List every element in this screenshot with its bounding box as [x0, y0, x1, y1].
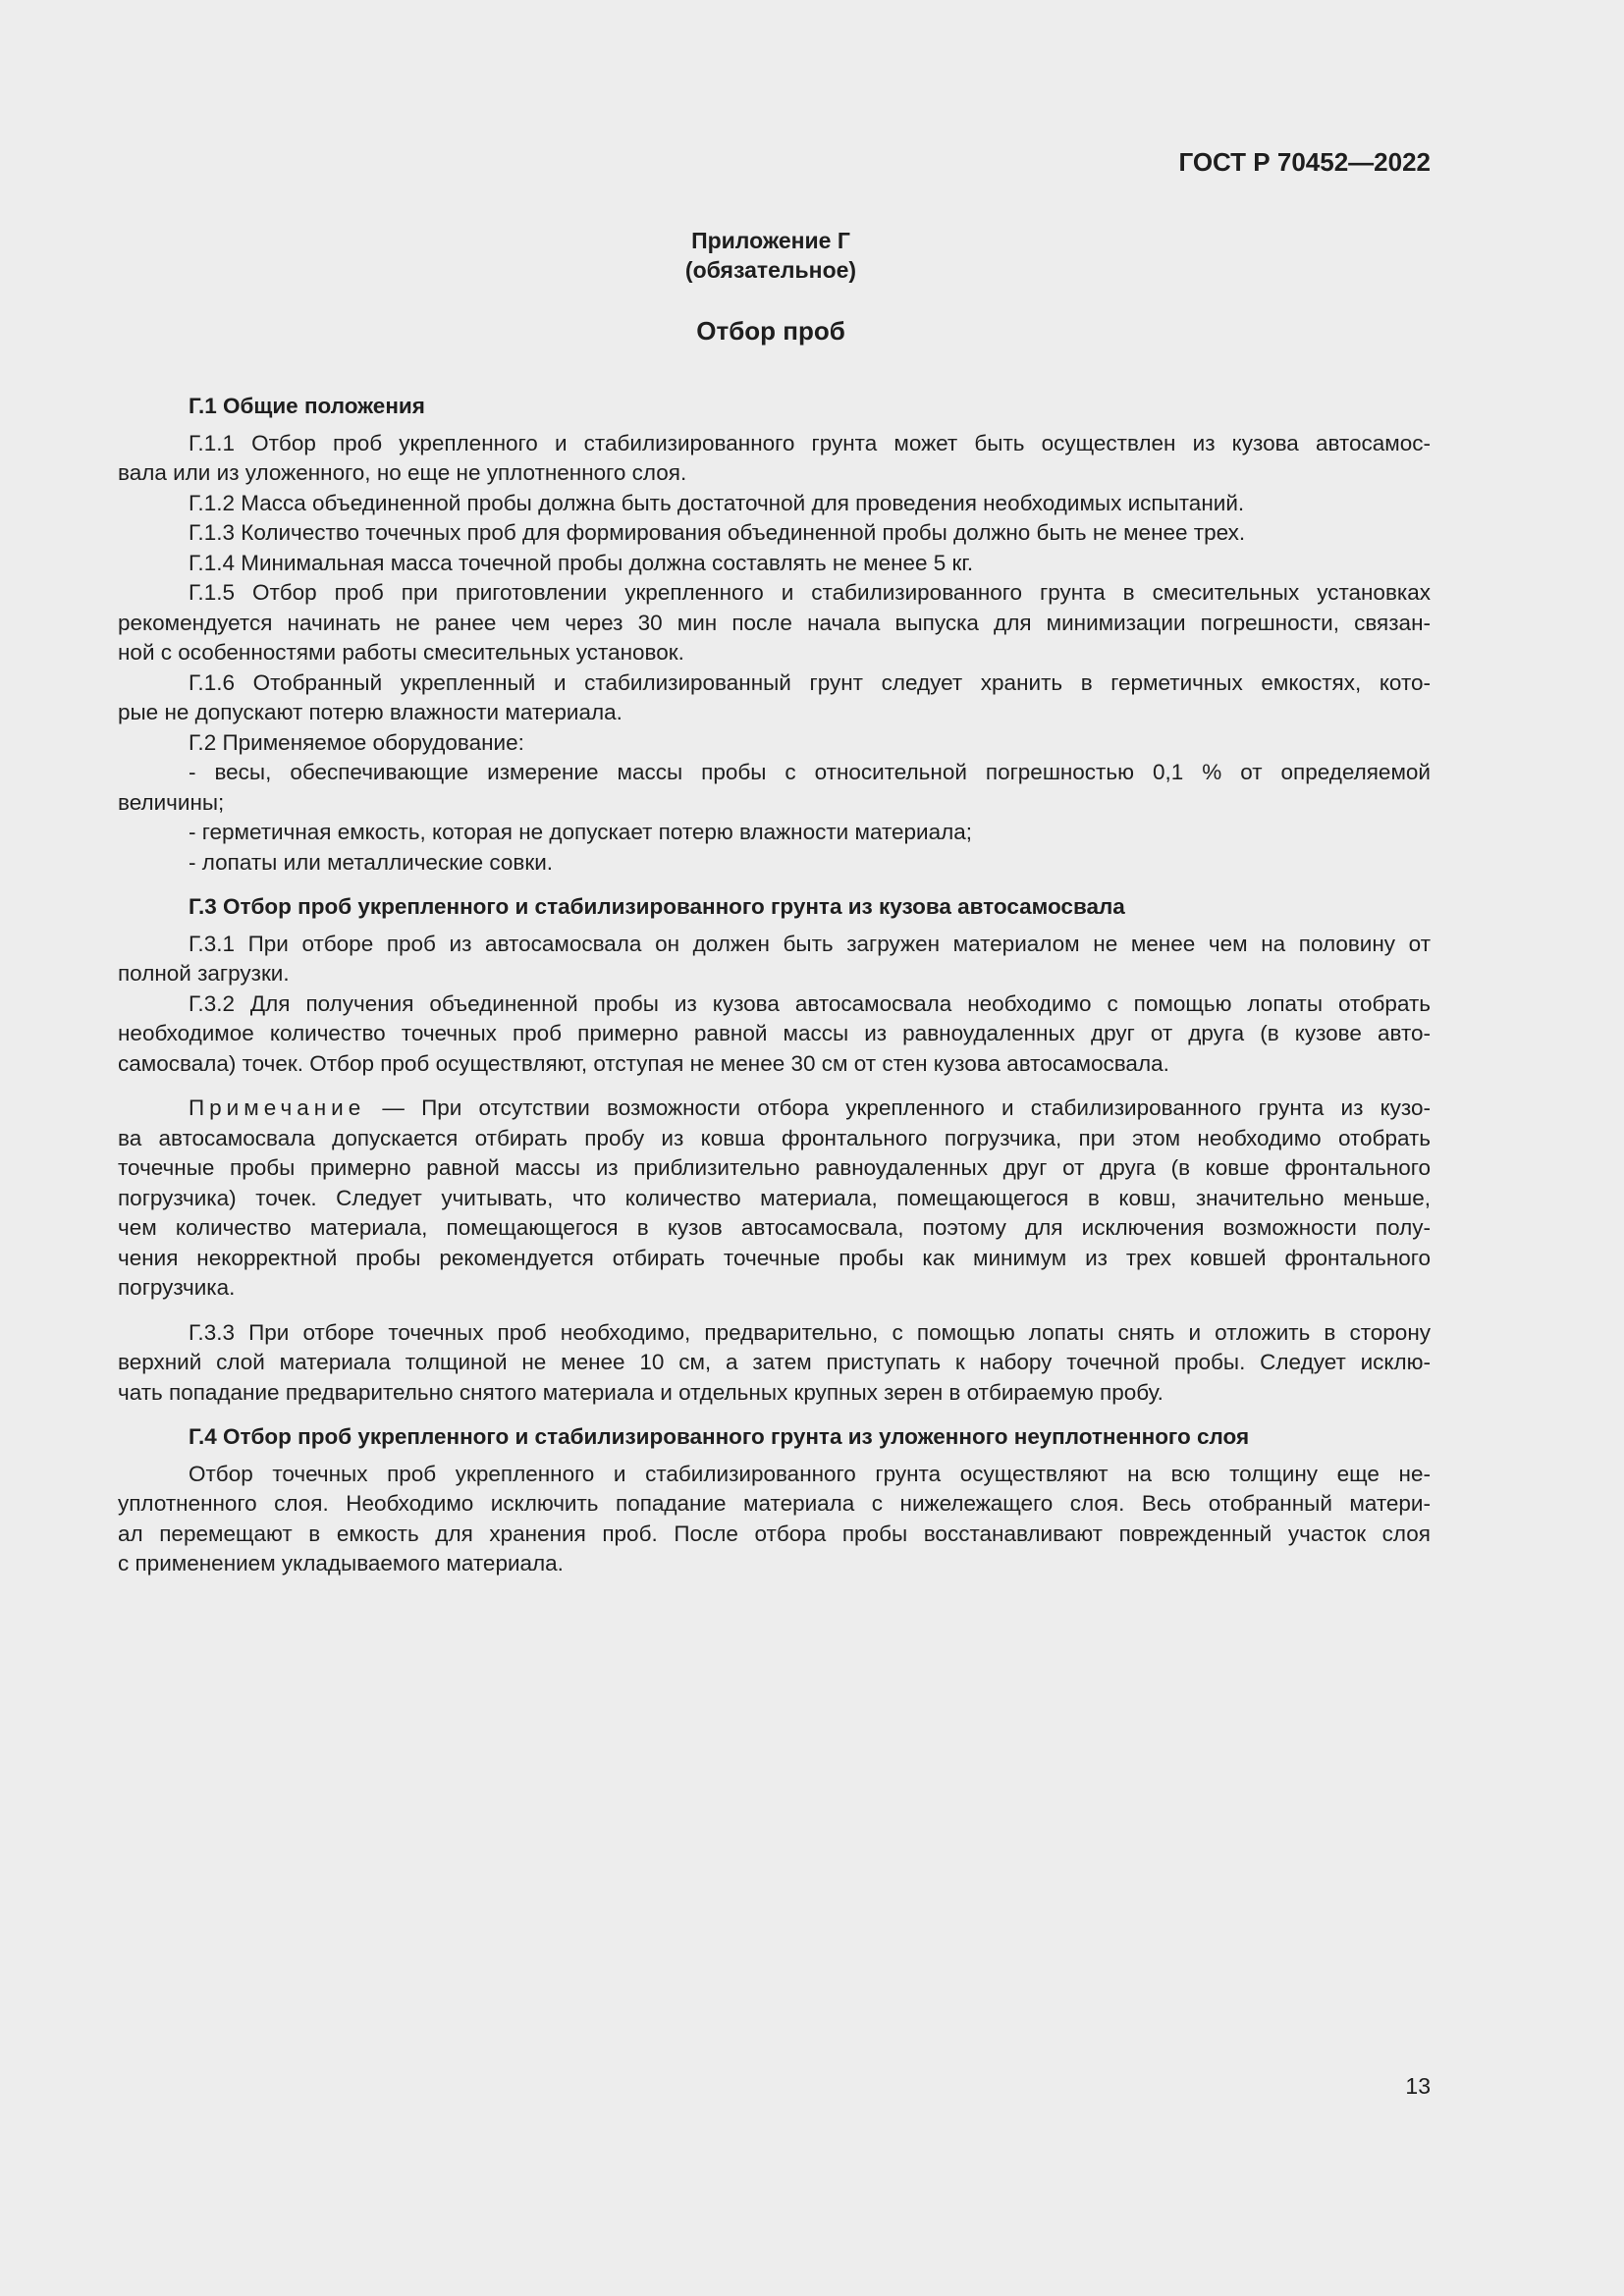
- text-line: рекомендуется начинать не ранее чем через 30 мин после начала выпуска для минимизации погрешности, связан-: [118, 610, 1431, 635]
- note-paragraph: [118, 1094, 1431, 1304]
- paragraph: [118, 1318, 1431, 1409]
- text-line: Отбор точечных проб укрепленного и стабилизированного грунта осуществляют на всю толщину еще не-: [189, 1461, 1431, 1486]
- text-line: - весы, обеспечивающие измерение массы пробы с относительной погрешностью 0,1 % от определяемой: [189, 760, 1431, 784]
- paragraph: [118, 429, 1431, 489]
- annex-heading: Отбор проб: [696, 316, 845, 346]
- text-line: Г.1.6 Отобранный укрепленный и стабилизированный грунт следует хранить в герметичных емкостях, кото-: [189, 669, 1431, 695]
- paragraph: [118, 549, 1431, 579]
- text-line: точечные пробы примерно равной массы из приблизительно равноудаленных друг от друга (в ковше фронтального: [118, 1155, 1431, 1180]
- text-line: Г.1 Общие положения: [189, 394, 425, 418]
- text-line: величины;: [118, 789, 225, 815]
- text-line: - лопаты или металлические совки.: [189, 849, 554, 875]
- paragraph: [118, 668, 1431, 728]
- text-line: Г.3.2 Для получения объединенной пробы из кузова автосамосвала необходимо с помощью лопаты отобрать: [189, 990, 1431, 1016]
- page-number: 13: [1405, 2073, 1431, 2099]
- text-line: верхний слой материала толщиной не менее 10 см, а затем приступать к набору точечной пробы. Следует исклю-: [118, 1350, 1431, 1374]
- section-heading: [118, 392, 1431, 422]
- text-line: чем количество материала, помещающегося в кузов автосамосвала, поэтому для исключения возможности полу-: [118, 1215, 1431, 1240]
- note-label: Примечание: [189, 1095, 366, 1120]
- paragraph: [118, 848, 1431, 879]
- text-line: погрузчика) точек. Следует учитывать, что количество материала, помещающегося в ковш, значительно меньше,: [118, 1185, 1431, 1210]
- paragraph: [118, 489, 1431, 519]
- text-line: рые не допускают потерю влажности материала.: [118, 700, 623, 724]
- annex-status: (обязательное): [684, 257, 857, 283]
- text-line: Г.1.1 Отбор проб укрепленного и стабилизированного грунта может быть осуществлен из кузова автосамос-: [189, 430, 1431, 455]
- text-line: уплотненного слоя. Необходимо исключить попадание материала с нижележащего слоя. Весь отобранный матери-: [118, 1491, 1431, 1516]
- text-line: - герметичная емкость, которая не допускает потерю влажности материала;: [189, 820, 973, 844]
- paragraph: [118, 989, 1431, 1080]
- document-id: ГОСТ Р 70452—2022: [1178, 147, 1431, 177]
- paragraph: [118, 578, 1431, 668]
- text-line: Г.1.2 Масса объединенной пробы должна быть достаточной для проведения необходимых испытаний.: [189, 490, 1245, 515]
- text-line: Г.2 Применяемое оборудование:: [189, 729, 524, 755]
- document-body: [118, 392, 1431, 1579]
- paragraph: [118, 758, 1431, 818]
- text-line: самосвала) точек. Отбор проб осуществляют, отступая не менее 30 см от стен кузова автосамосвала.: [118, 1050, 1169, 1076]
- paragraph: [118, 930, 1431, 989]
- paragraph: [118, 518, 1431, 549]
- text-line: Г.1.4 Минимальная масса точечной пробы должна составлять не менее 5 кг.: [189, 550, 974, 575]
- paragraph: [118, 818, 1431, 848]
- text-line: полной загрузки.: [118, 961, 290, 986]
- section-heading: [118, 892, 1431, 923]
- text-line: чать попадание предварительно снятого материала и отдельных крупных зерен в отбираемую пробу.: [118, 1379, 1164, 1405]
- text-line: ал перемещают в емкость для хранения проб. После отбора пробы восстанавливают поврежденный участок слоя: [118, 1521, 1431, 1546]
- text-line: Г.3 Отбор проб укрепленного и стабилизированного грунта из кузова автосамосвала: [189, 894, 1125, 919]
- text-line: с применением укладываемого материала.: [118, 1551, 564, 1575]
- text-line: Г.1.5 Отбор проб при приготовлении укрепленного и стабилизированного грунта в смесительных установках: [189, 580, 1431, 605]
- text-line: [118, 1094, 1431, 1124]
- text-line: Г.3.1 При отборе проб из автосамосвала он должен быть загружен материалом не менее чем на половину от: [189, 931, 1431, 956]
- text-line: Г.1.3 Количество точечных проб для формирования объединенной пробы должно быть не менее трех.: [189, 520, 1246, 545]
- note-text: — При отсутствии возможности отбора укрепленного и стабилизированного грунта из кузо-: [365, 1095, 1431, 1120]
- text-line: необходимое количество точечных проб примерно равной массы из равноудаленных друг от друга (в кузове авто-: [118, 1021, 1431, 1045]
- paragraph: [118, 1460, 1431, 1579]
- annex-title: Приложение Г: [691, 228, 850, 253]
- text-line: погрузчика.: [118, 1275, 236, 1300]
- paragraph: [118, 728, 1431, 759]
- text-line: вала или из уложенного, но еще не уплотненного слоя.: [118, 460, 687, 485]
- text-line: чения некорректной пробы рекомендуется отбирать точечные пробы как минимум из трех ковшей фронтального: [118, 1245, 1431, 1270]
- text-line: ва автосамосвала допускается отбирать пробу из ковша фронтального погрузчика, при этом необходимо отобрать: [118, 1125, 1431, 1150]
- text-line: Г.3.3 При отборе точечных проб необходимо, предварительно, с помощью лопаты снять и отложить в сторону: [189, 1319, 1431, 1345]
- text-line: Г.4 Отбор проб укрепленного и стабилизированного грунта из уложенного неуплотненного слоя: [189, 1424, 1250, 1449]
- text-line: ной с особенностями работы смесительных установок.: [118, 640, 684, 665]
- section-heading: [118, 1422, 1431, 1453]
- annex-header: [0, 226, 1542, 285]
